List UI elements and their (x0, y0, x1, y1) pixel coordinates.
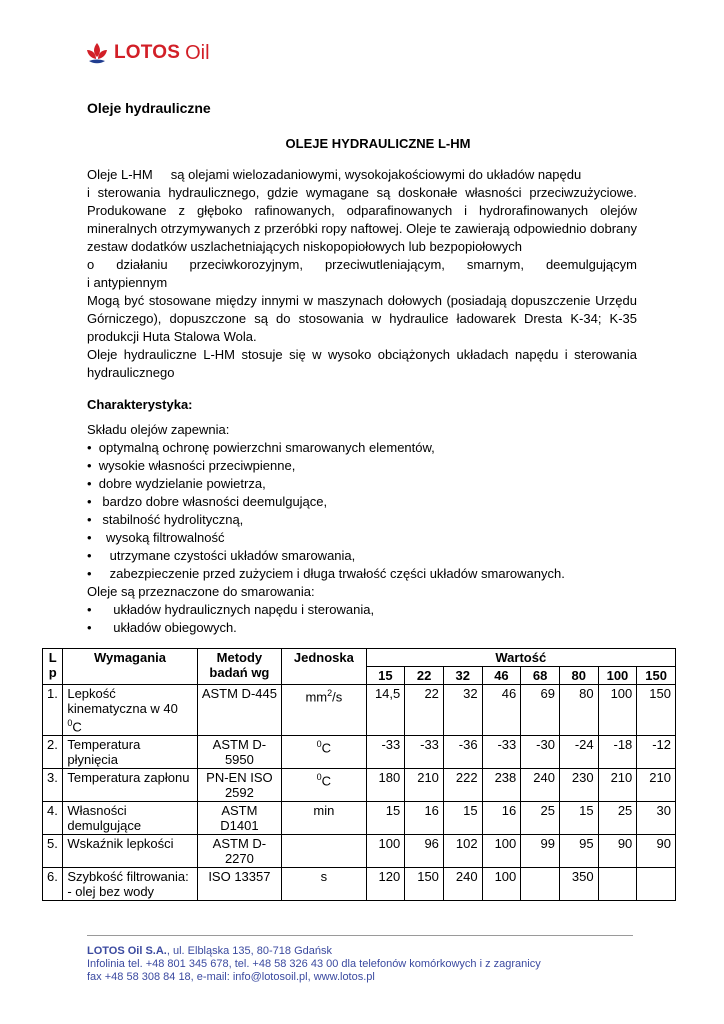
table-row (43, 769, 676, 802)
list-item: • układów hydraulicznych napędu i sterowania, (87, 602, 375, 617)
paragraph-2: Mogą być stosowane między innymi w maszynach dołowych (posiadają dopuszczenie Urzędu Górniczego), dopuszczone są do stosowania w hydraulice ładowarek Dresta K-34; K-35 produkcji Huta Stalowa Wola. (87, 293, 637, 344)
row-value: 180 (366, 769, 405, 802)
row-lp: 3. (43, 769, 63, 802)
features-list (87, 421, 647, 637)
specs-table (42, 648, 676, 901)
row-requirement: Szybkość filtrowania: - olej bez wody (63, 868, 197, 901)
row-value: 15 (559, 802, 598, 835)
row-value: 210 (598, 769, 637, 802)
row-value: 99 (521, 835, 560, 868)
paragraph-1: i sterowania hydraulicznego, gdzie wymagane są doskonałe własności przeciwzużyciowe. Produkowane z głęboko rafinowanych, odparafinowanych i hydrorafinowanych olejów mineralnych otrzymywanych z przeróbki ropy naftowej. Oleje te zawierają odpowiednio dobrany zestaw dodatków uszlachetniających niskopopiołowych lub bezpopiołowych (87, 185, 637, 254)
row-value: 210 (405, 769, 444, 802)
row-requirement: Temperatura płynięcia (63, 736, 197, 769)
row-requirement: Temperatura zapłonu (63, 769, 197, 802)
grade-header: 150 (637, 667, 676, 685)
description (87, 166, 637, 382)
footer-contact: fax +48 58 308 84 18, e-mail: info@lotosoil.pl, www.lotos.pl (87, 971, 375, 983)
row-value (521, 868, 560, 901)
grade-header: 100 (598, 667, 637, 685)
row-value: 230 (559, 769, 598, 802)
grade-header: 15 (366, 667, 405, 685)
footer-address: LOTOS Oil S.A., ul. Elbląska 135, 80-718 Gdańsk (87, 945, 332, 957)
list-item: • układów obiegowych. (87, 620, 237, 635)
row-value: 350 (559, 868, 598, 901)
paragraph-1-line-7: o działaniu przeciwkorozyjnym, przeciwutleniającym, smarnym, deemulgującym (87, 257, 637, 272)
header-unit: Jednoska (282, 649, 366, 685)
table-row (43, 868, 676, 901)
row-value: -33 (405, 736, 444, 769)
product-heading: OLEJE HYDRAULICZNE L-HM (285, 136, 471, 151)
row-value: 80 (559, 685, 598, 736)
row-value: 46 (482, 685, 521, 736)
grade-header: 80 (559, 667, 598, 685)
row-value: 69 (521, 685, 560, 736)
row-requirement: Własności demulgujące (63, 802, 197, 835)
row-method: ISO 13357 (197, 868, 281, 901)
row-value: 100 (482, 868, 521, 901)
row-value (598, 868, 637, 901)
row-value: -33 (366, 736, 405, 769)
list-item: • bardzo dobre własności deemulgujące, (87, 494, 328, 509)
lotos-flower-icon (84, 40, 110, 66)
row-unit: $^0$C (282, 736, 366, 769)
row-value: 120 (366, 868, 405, 901)
list-item: • dobre wydzielanie powietrza, (87, 476, 266, 491)
list-item: • stabilność hydrolityczną, (87, 512, 244, 527)
list-item: • zabezpieczenie przed zużyciem i długa trwałość części układów smarowanych. (87, 566, 565, 581)
row-lp: 1. (43, 685, 63, 736)
list-intro-2: Oleje są przeznaczone do smarowania: (87, 584, 315, 599)
paragraph-3: Oleje hydrauliczne L-HM stosuje się w wysoko obciążonych układach napędu i sterowania hydraulicznego (87, 347, 637, 380)
row-unit: $^0$C (282, 769, 366, 802)
row-method: ASTM D-5950 (197, 736, 281, 769)
row-value: 100 (366, 835, 405, 868)
row-value: 150 (637, 685, 676, 736)
row-value: 222 (443, 769, 482, 802)
row-value: -36 (443, 736, 482, 769)
row-value: 95 (559, 835, 598, 868)
grade-header: 68 (521, 667, 560, 685)
row-method: ASTM D1401 (197, 802, 281, 835)
row-requirement: Lepkość kinematyczna w 40 $^0$C (63, 685, 197, 736)
row-value: 238 (482, 769, 521, 802)
grade-header: 46 (482, 667, 521, 685)
paragraph-1-line-1: Oleje L-HM są olejami wielozadaniowymi, wysokojakościowymi do układów napędu (87, 167, 582, 182)
footer-divider (87, 935, 633, 936)
table-row (43, 802, 676, 835)
list-item: • wysokie własności przeciwpienne, (87, 458, 296, 473)
list-item: • utrzymane czystości układów smarowania, (87, 548, 356, 563)
row-lp: 2. (43, 736, 63, 769)
row-method: ASTM D-2270 (197, 835, 281, 868)
row-value (637, 868, 676, 901)
table-header-row (43, 649, 676, 667)
row-value: 210 (637, 769, 676, 802)
paragraph-1-line-8: i antypiennym (87, 275, 168, 290)
row-lp: 6. (43, 868, 63, 901)
row-value: -12 (637, 736, 676, 769)
row-value: 30 (637, 802, 676, 835)
row-value: 240 (521, 769, 560, 802)
header-methods: Metody badań wg (197, 649, 281, 685)
logo-wordmark: LOTOS (114, 42, 181, 63)
row-value: -33 (482, 736, 521, 769)
row-method: ASTM D-445 (197, 685, 281, 736)
list-intro: Składu olejów zapewnia: (87, 422, 230, 437)
logo-oil-text: Oil (185, 41, 210, 64)
row-value: 102 (443, 835, 482, 868)
row-unit: s (282, 868, 366, 901)
row-value: 32 (443, 685, 482, 736)
row-lp: 5. (43, 835, 63, 868)
table-row (43, 685, 676, 736)
row-value: 25 (521, 802, 560, 835)
list-item: • wysoką filtrowalność (87, 530, 225, 545)
row-requirement: Wskaźnik lepkości (63, 835, 197, 868)
row-value: 15 (443, 802, 482, 835)
row-value: 16 (482, 802, 521, 835)
row-value: 25 (598, 802, 637, 835)
row-method: PN-EN ISO 2592 (197, 769, 281, 802)
header-requirements: Wymagania (63, 649, 197, 685)
row-value: 22 (405, 685, 444, 736)
grade-header: 32 (443, 667, 482, 685)
row-value: 16 (405, 802, 444, 835)
row-value: 15 (366, 802, 405, 835)
footer-phone: Infolinia tel. +48 801 345 678, tel. +48 58 326 43 00 dla telefonów komórkowych i z zagranicy (87, 958, 541, 970)
row-value: 240 (443, 868, 482, 901)
row-value: 100 (598, 685, 637, 736)
row-value: -24 (559, 736, 598, 769)
row-value: 150 (405, 868, 444, 901)
row-value: -18 (598, 736, 637, 769)
table-row (43, 835, 676, 868)
footer (87, 945, 541, 984)
row-unit: $mm^2/s$ (282, 685, 366, 736)
row-unit (282, 835, 366, 868)
row-value: 90 (637, 835, 676, 868)
row-value: -30 (521, 736, 560, 769)
row-unit: min (282, 802, 366, 835)
row-lp: 4. (43, 802, 63, 835)
table-row (43, 736, 676, 769)
row-value: 90 (598, 835, 637, 868)
row-value: 96 (405, 835, 444, 868)
list-item: • optymalną ochronę powierzchni smarowanych elementów, (87, 440, 435, 455)
row-value: 14,5 (366, 685, 405, 736)
section-title: Charakterystyka: (87, 397, 193, 412)
lotos-logo (84, 40, 210, 66)
header-value: Wartość (366, 649, 675, 667)
page-title: Oleje hydrauliczne (87, 100, 211, 116)
grade-header: 22 (405, 667, 444, 685)
header-lp: L p (43, 649, 63, 685)
row-value: 100 (482, 835, 521, 868)
